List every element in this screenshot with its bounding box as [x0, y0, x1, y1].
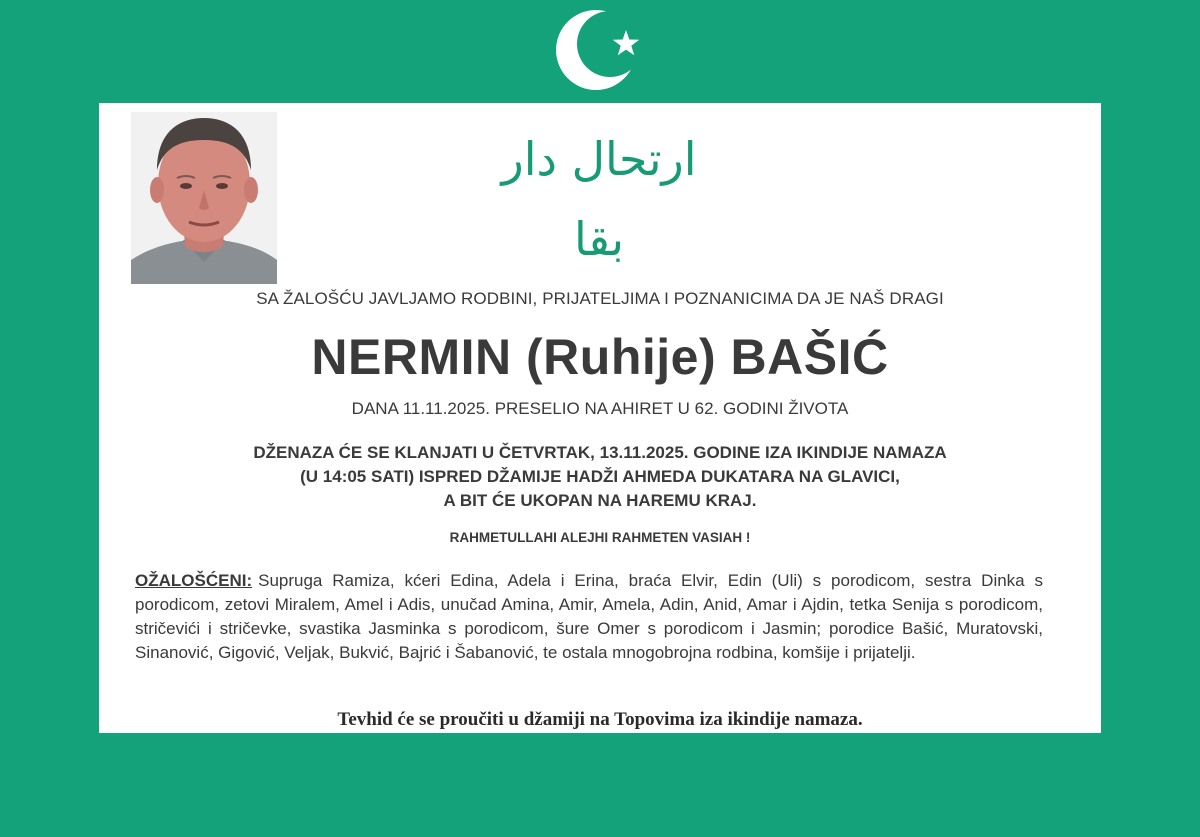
prayer-line: RAHMETULLAHI ALEJHI RAHMETEN VASIAH !	[449, 530, 751, 545]
crescent-star-icon	[550, 8, 650, 94]
funeral-info	[99, 441, 1101, 513]
funeral-line: (U 14:05 SATI) ISPRED DŽAMIJE HADŽI AHMEDA DUKATARA NA GLAVICI,	[300, 467, 900, 486]
deceased-portrait	[131, 112, 277, 284]
mourners-list: Supruga Ramiza, kćeri Edina, Adela i Erina, braća Elvir, Edin (Uli) s porodicom, sestra Dinka s porodicom, zetovi Miralem, Amel i Adis, unučad Amina, Amir, Amela, Adin, Anid, Amar i Ajdin, tetka Senija s porodicom, stričevići i stričevke, svastika Jasminka s porodicom, šure Omer s porodicom i Jasmin; porodice Bašić, Muratovski, Sinanović, Gigović, Veljak, Bukvić, Bajrić i Šabanović, te ostala mnogobrojna rodbina, komšije i prijatelji.	[135, 571, 1043, 662]
mourners-paragraph	[135, 569, 1043, 665]
mourners-label: OŽALOŠĆENI:	[135, 571, 253, 590]
death-date-line: DANA 11.11.2025. PRESELIO NA AHIRET U 62. GODINI ŽIVOTA	[351, 399, 849, 418]
intro-text: SA ŽALOŠĆU JAVLJAMO RODBINI, PRIJATELJIMA I POZNANICIMA DA JE NAŠ DRAGI	[256, 289, 944, 308]
deceased-name: NERMIN (Ruhije) BAŠIĆ	[311, 329, 889, 385]
funeral-line: DŽENAZA ĆE SE KLANJATI U ČETVRTAK, 13.11.2025. GODINE IZA IKINDIJE NAMAZA	[253, 443, 947, 462]
funeral-line: A BIT ĆE UKOPAN NA HAREMU KRAJ.	[443, 491, 757, 510]
arabic-heading: ارتحال دار بقا	[501, 132, 697, 266]
obituary-sheet	[99, 103, 1101, 733]
tevhid-notice: Tevhid će se proučiti u džamiji na Topovima iza ikindije namaza.	[337, 709, 863, 730]
